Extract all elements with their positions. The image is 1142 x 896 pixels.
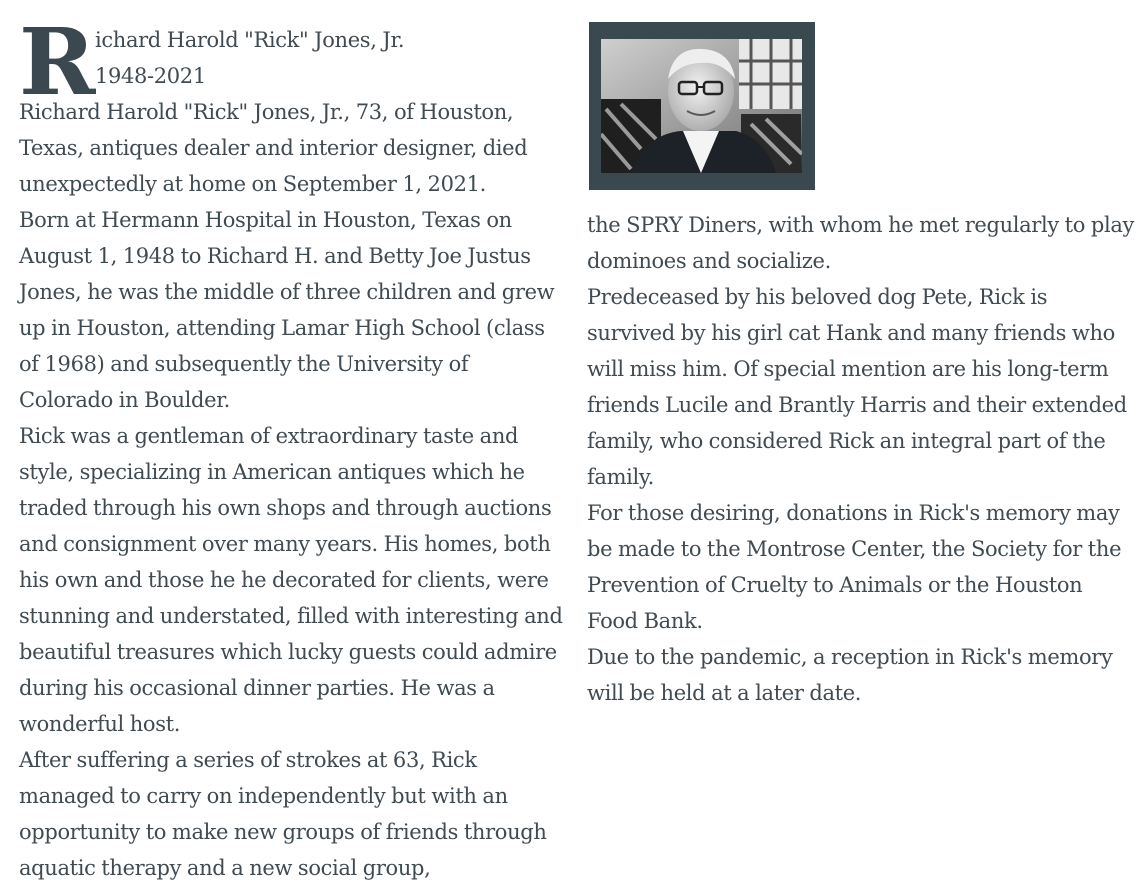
- portrait-image: [601, 39, 802, 173]
- portrait-photo: [601, 39, 802, 173]
- drop-cap-letter: R: [19, 8, 94, 116]
- obituary-paragraph: For those desiring, donations in Rick's memory may be made to the Montrose Center, the Society for the Prevention of Cruelty to Animals or the Houston Food Bank.: [587, 501, 1122, 633]
- portrait-frame: [589, 22, 815, 190]
- obituary-paragraph: the SPRY Diners, with whom he met regularly to play dominoes and socialize.: [587, 213, 1135, 273]
- obituary-left-column: [19, 8, 565, 886]
- obituary-paragraph: Due to the pandemic, a reception in Rick's memory will be held at a later date.: [587, 645, 1113, 705]
- obituary-paragraph: Born at Hermann Hospital in Houston, Texas on August 1, 1948 to Richard H. and Betty Joe Justus Jones, he was the middle of three children and grew up in Houston, attending Lamar High School (class of 1968) and subsequently the University of Colorado in Boulder.: [19, 208, 555, 412]
- obituary-years: 1948-2021: [95, 64, 206, 88]
- obituary-heading: [19, 8, 565, 116]
- obituary-paragraph: Richard Harold "Rick" Jones, Jr., 73, of Houston, Texas, antiques dealer and interior designer, died unexpectedly at home on September 1, 2021.: [19, 100, 528, 196]
- obituary-right-column: [587, 22, 1135, 711]
- obituary-paragraph: Predeceased by his beloved dog Pete, Rick is survived by his girl cat Hank and many friends who will miss him. Of special mention are his long-term friends Lucile and Brantly Harris and their extended family, who considered Rick an integral part of the family.: [587, 285, 1127, 489]
- obituary-paragraph: After suffering a series of strokes at 63, Rick managed to carry on independently but with an opportunity to make new groups of friends through aquatic therapy and a new social group,: [19, 748, 547, 880]
- obituary-name: ichard Harold "Rick" Jones, Jr.: [95, 28, 405, 52]
- obituary-paragraph: Rick was a gentleman of extraordinary taste and style, specializing in American antiques which he traded through his own shops and through auctions and consignment over many years. His homes, both his own and those he he decorated for clients, were stunning and understated, filled with interesting and beautiful treasures which lucky guests could admire during his occasional dinner parties. He was a wonderful host.: [19, 424, 563, 736]
